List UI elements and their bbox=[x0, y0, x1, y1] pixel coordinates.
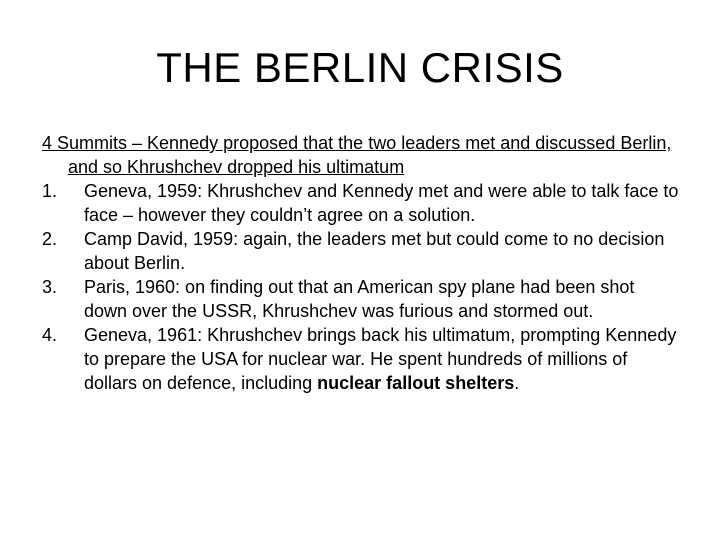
list-item-end: . bbox=[514, 373, 520, 393]
list-item-text: Geneva, 1961: Khrushchev brings back his ultimatum, prompting Kennedy to prepare the USA for nuclear war. He spent hundreds of millions of dollars on defence, including bbox=[84, 325, 677, 393]
list-item-text: Geneva, 1959: Khrushchev and Kennedy met and were able to talk face to face – however they couldn’t agree on a solution. bbox=[84, 181, 679, 225]
slide-title: THE BERLIN CRISIS bbox=[156, 44, 564, 91]
list-number: 2. bbox=[42, 229, 58, 249]
list-item-text: Camp David, 1959: again, the leaders met but could come to no decision about Berlin. bbox=[84, 229, 665, 273]
list-item bbox=[42, 323, 682, 395]
intro-text: 4 Summits – Kennedy proposed that the two leaders met and discussed Berlin, and so Khrushchev dropped his ultimatum bbox=[42, 133, 672, 177]
summit-list bbox=[42, 179, 682, 395]
list-item bbox=[42, 179, 682, 227]
list-item-text: Paris, 1960: on finding out that an American spy plane had been shot down over the USSR, Khrushchev was furious and stormed out. bbox=[84, 277, 635, 321]
list-number: 1. bbox=[42, 181, 58, 201]
list-item bbox=[42, 275, 682, 323]
list-item bbox=[42, 227, 682, 275]
emphasis-text: nuclear fallout shelters bbox=[317, 373, 515, 393]
slide-body bbox=[42, 131, 682, 395]
list-number: 4. bbox=[42, 325, 58, 345]
list-number: 3. bbox=[42, 277, 58, 297]
